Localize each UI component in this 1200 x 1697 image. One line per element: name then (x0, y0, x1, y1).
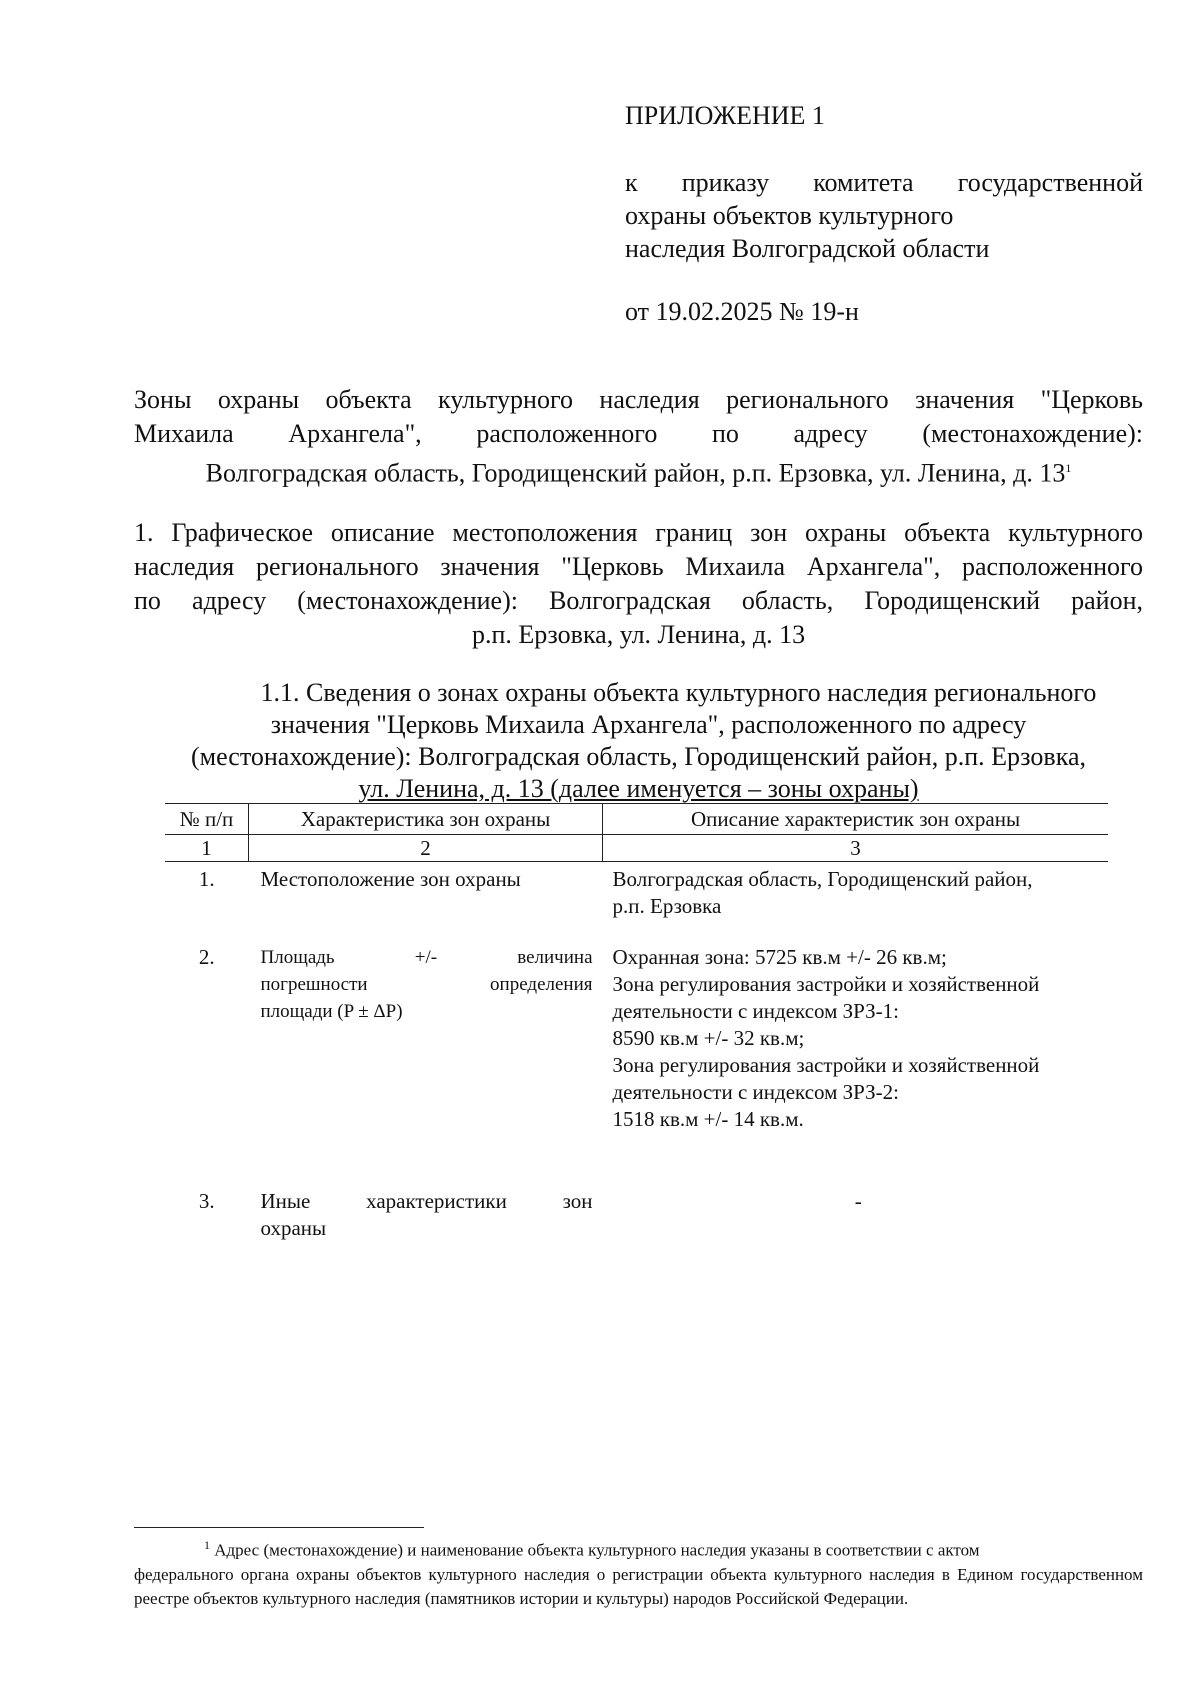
description-line: Зона регулирования застройки и хозяйственной (612, 971, 1040, 996)
description-line: 1518 кв.м +/- 14 кв.м. (612, 1106, 804, 1131)
header-description: Описание характеристик зон охраны (603, 804, 1109, 835)
description-line: деятельности с индексом ЗРЗ-2: (612, 1079, 899, 1104)
zones-table (165, 803, 1108, 1242)
section-1-1-title (134, 677, 1143, 805)
row-number: 1. (198, 867, 215, 891)
characteristic-line: площади (P ± ΔP) (260, 1000, 403, 1022)
header-number: № п/п (165, 804, 249, 835)
characteristic-line: погрешности определения (260, 973, 593, 995)
row-characteristic (249, 940, 603, 1184)
description-line: Волгоградская область, Городищенский район, (612, 867, 1033, 891)
description-line: р.п. Ерзовка (612, 894, 722, 918)
appendix-reference (625, 166, 1143, 265)
section-1-1-line: 1.1. Сведения о зонах охраны объекта культурного наследия регионального (260, 678, 1097, 707)
description-line: - (854, 1188, 862, 1213)
footnote-first-line (134, 1533, 1143, 1563)
description-line: деятельности с индексом ЗРЗ-1: (612, 998, 899, 1023)
table-row (165, 862, 1108, 940)
description-line: Зона регулирования застройки и хозяйственной (612, 1052, 1040, 1077)
section-1-line: наследия регионального значения "Церковь Михаила Архангела", расположенного (134, 552, 1143, 581)
heading-line: Зоны охраны объекта культурного наследия регионального значения "Церковь (134, 385, 1143, 414)
column-number: 2 (249, 835, 603, 862)
section-1-line: по адресу (местонахождение): Волгоградская область, Городищенский район, (134, 586, 1143, 615)
column-number: 1 (165, 835, 249, 862)
section-1-1-line-text: ул. Ленина, д. 13 (далее именуется – зоны охраны) (358, 774, 919, 803)
footnote-mark: 1 (204, 1538, 210, 1552)
footnote (134, 1533, 1143, 1611)
table-header-row (165, 804, 1108, 835)
table-row (165, 940, 1108, 1184)
row-description (603, 940, 1109, 1184)
section-1-line: 1. Графическое описание местоположения границ зон охраны объекта культурного (134, 518, 1143, 547)
heading-line: Михаила Архангела", расположенного по адресу (местонахождение): (134, 419, 1143, 448)
appendix-date: от 19.02.2025 № 19-н (625, 297, 859, 326)
description-line: Охранная зона: 5725 кв.м +/- 26 кв.м; (612, 944, 947, 969)
appendix-ref-line: наследия Волгоградской области (625, 234, 990, 263)
row-characteristic (249, 862, 603, 940)
footnote-separator (134, 1527, 424, 1528)
footnote-ref-mark: 1 (1065, 461, 1072, 475)
characteristic-line: Местоположение зон охраны (260, 867, 521, 891)
description-line: 8590 кв.м +/- 32 кв.м; (612, 1025, 805, 1050)
heading-line-text: Волгоградская область, Городищенский район, р.п. Ерзовка, ул. Ленина, д. 13 (205, 458, 1066, 488)
row-characteristic (249, 1184, 603, 1242)
column-number: 3 (603, 835, 1109, 862)
section-1-line: р.п. Ерзовка, ул. Ленина, д. 13 (471, 620, 806, 649)
characteristic-line: Иные характеристики зон (260, 1188, 593, 1213)
appendix-ref-line: к приказу комитета государственной (625, 168, 1143, 197)
row-number: 3. (198, 1188, 215, 1213)
section-1-title (134, 516, 1143, 652)
footnote-text-first: Адрес (местонахождение) и наименование объекта культурного наследия указаны в соответствии с актом (214, 1540, 980, 1560)
characteristic-line: охраны (260, 1215, 327, 1240)
footnote-text-rest: федерального органа охраны объектов культурного наследия о регистрации объекта культурного наследия в Едином государственном реестре объектов культурного наследия (памятников истории и культуры) народов Российской Федерации. (134, 1564, 1143, 1608)
section-1-1-line: значения "Церковь Михаила Архангела", расположенного по адресу (270, 710, 1027, 739)
row-number: 2. (198, 944, 215, 969)
row-description (603, 1184, 1109, 1242)
header-characteristic: Характеристика зон охраны (249, 804, 603, 835)
table-column-numbers-row (165, 835, 1108, 862)
section-1-1-line: (местонахождение): Волгоградская область, Городищенский район, р.п. Ерзовка, (191, 742, 1086, 771)
appendix-ref-line: охраны объектов культурного (625, 201, 954, 230)
appendix-title: ПРИЛОЖЕНИЕ 1 (625, 101, 825, 130)
characteristic-line: Площадь +/- величина (260, 946, 593, 968)
row-description (603, 862, 1109, 940)
appendix-block (625, 96, 1143, 328)
document-heading (134, 383, 1143, 491)
section-1-1-line (134, 773, 1143, 805)
table-row (165, 1184, 1108, 1242)
heading-line-last (134, 451, 1143, 491)
